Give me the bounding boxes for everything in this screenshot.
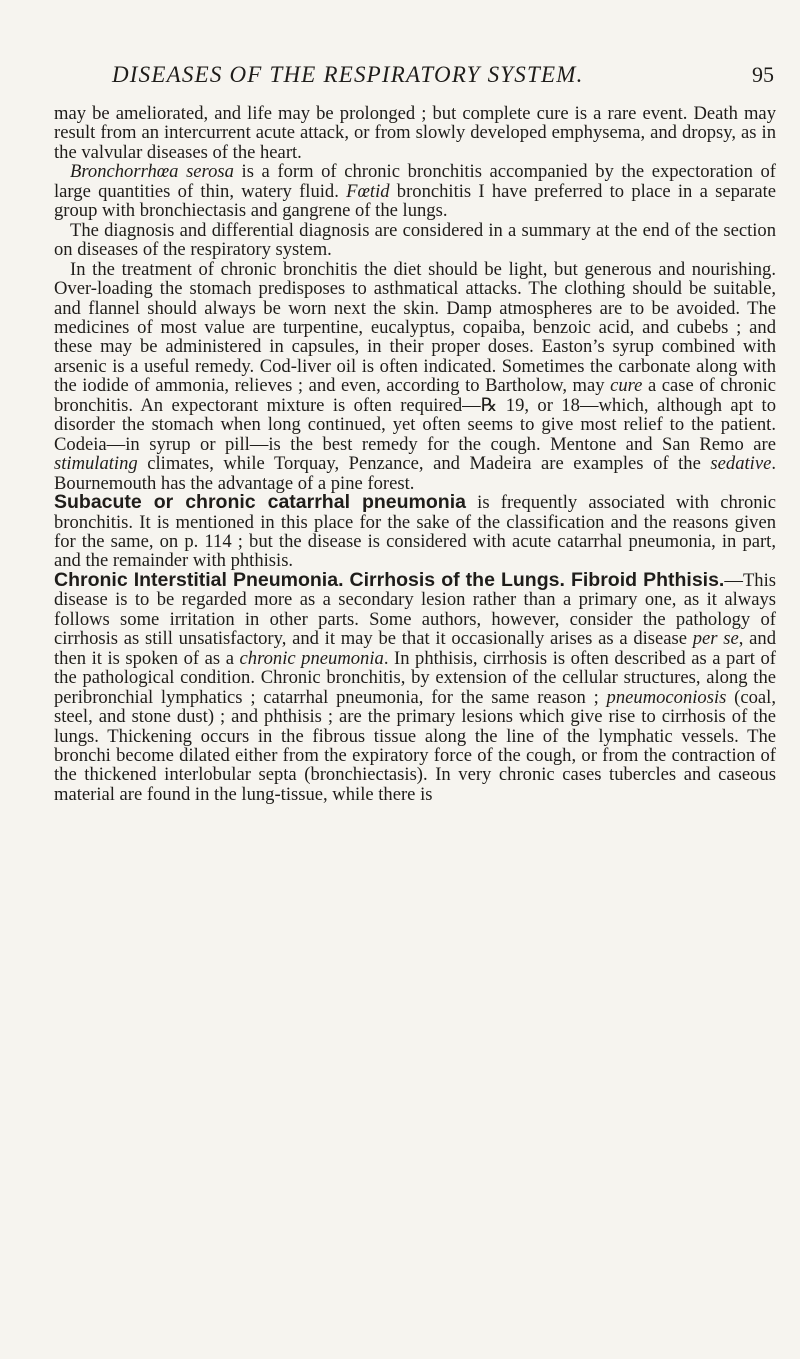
paragraph-text: (coal, steel, and stone dust) ; and phthisis ; are the primary lesions which give rise to cirrhosis of the lungs. Thickening occurs in the fibrous tissue along the line of the lymphatic vessels. The bronchi become dilated either from the expiratory force of the cough, or from the contraction of the thickened interlobular septa (bronchiectasis). In very chronic cases tubercles and caseous material are found in the lung-tissue, while there is xyxy=(54,686,776,805)
term-bronchorrhoea: Bronchorrhœa serosa xyxy=(70,161,234,183)
paragraph-text: . In phthisis, cirrhosis is often described as a part of the pathological condition. Chronic bronchitis, by extension of the cellular structures, along the peribronchial lymphatics ; catarrhal pneumonia, for the same reason ; xyxy=(54,647,776,708)
paragraph-text: In the treatment of chronic bronchitis the diet should be light, but generous and nourishing. Over-loading the stomach predisposes to asthmatical attacks. The clothing should be suitable, and flannel should always be worn next the skin. Damp atmospheres are to be avoided. The medicines of most value are turpentine, eucalyptus, copaiba, benzoic acid, and cubebs ; and these may be administered in capsules, in their proper doses. Easton’s syrup combined with arsenic is a useful remedy. Cod-liver oil is often indicated. Sometimes the carbonate along with the iodide of ammonia, relieves ; and even, according to Bartholow, may xyxy=(54,258,776,397)
paragraph-text: is a form of chronic bronchitis accompanied by the expectoration of large quantities of thin, watery fluid. xyxy=(54,161,776,202)
paragraph-text: a case of chronic bronchitis. An expectorant mixture is often required—℞ 19, or 18—which, although apt to disorder the stomach when long continued, yet often seems to give most relief to the patient. Codeia—in syrup or pill—is the best remedy for the cough. Mentone and San Remo are xyxy=(54,375,776,455)
paragraph-text: may be ameliorated, and life may be prolonged ; but complete cure is a rare event. Death may result from an intercurrent acute attack, or from slowly developed emphysema, and dropsy, as in the valvular diseases of the heart. xyxy=(54,103,776,163)
emphasis-pneumoconiosis: pneumoconiosis xyxy=(606,686,727,708)
paragraph-catarrhal-pneumonia xyxy=(54,493,776,571)
paragraph-text: bronchitis I have preferred to place in a separate group with bronchiectasis and gangrene of the lungs. xyxy=(54,180,776,222)
emphasis-sedative: sedative xyxy=(710,453,772,475)
paragraph-prognosis xyxy=(54,104,776,162)
body-text xyxy=(54,104,776,804)
section-heading-catarrhal: Subacute or chronic catarrhal pneumonia xyxy=(54,491,466,514)
emphasis-cure: cure xyxy=(610,375,643,397)
page-number: 95 xyxy=(752,62,774,87)
emphasis-stimulating: stimulating xyxy=(54,453,138,475)
paragraph-interstitial-pneumonia xyxy=(54,568,776,805)
section-heading-interstitial: Chronic Interstitial Pneumonia. Cirrhosis of the Lungs. Fibroid Phthisis. xyxy=(54,568,725,591)
paragraph-text: is frequently associated with chronic bronchitis. It is mentioned in this place for the sake of the classification and the reasons given for the same, on p. 114 ; but the disease is considered with acute catarrhal pneumonia, in part, and the remainder with phthisis. xyxy=(54,492,776,572)
paragraph-text: —This disease is to be regarded more as a secondary lesion rather than a primary one, as it always follows some irritation in other parts. Some authors, however, consider the pathology of cirrhosis as still unsatisfactory, and it may be that it occasionally arises as a disease xyxy=(54,569,776,650)
page-header xyxy=(0,62,800,102)
running-title: DISEASES OF THE RESPIRATORY SYSTEM. xyxy=(112,62,584,87)
paragraph-text: The diagnosis and differential diagnosis are considered in a summary at the end of the section on diseases of the respiratory system. xyxy=(54,219,776,261)
paragraph-text: , and then it is spoken of as a xyxy=(54,628,776,669)
paragraph-treatment xyxy=(54,260,776,493)
emphasis-chronic-pneumonia: chronic pneumonia xyxy=(239,647,384,669)
paragraph-text: . Bournemouth has the advantage of a pine forest. xyxy=(54,453,776,494)
paragraph-bronchorrhoea xyxy=(54,162,776,220)
emphasis-per-se: per se xyxy=(692,628,739,650)
term-foetid: Fœtid xyxy=(346,180,390,202)
paragraph-text: climates, while Torquay, Penzance, and Madeira are examples of the xyxy=(137,453,711,475)
paragraph-diagnosis xyxy=(54,221,776,260)
